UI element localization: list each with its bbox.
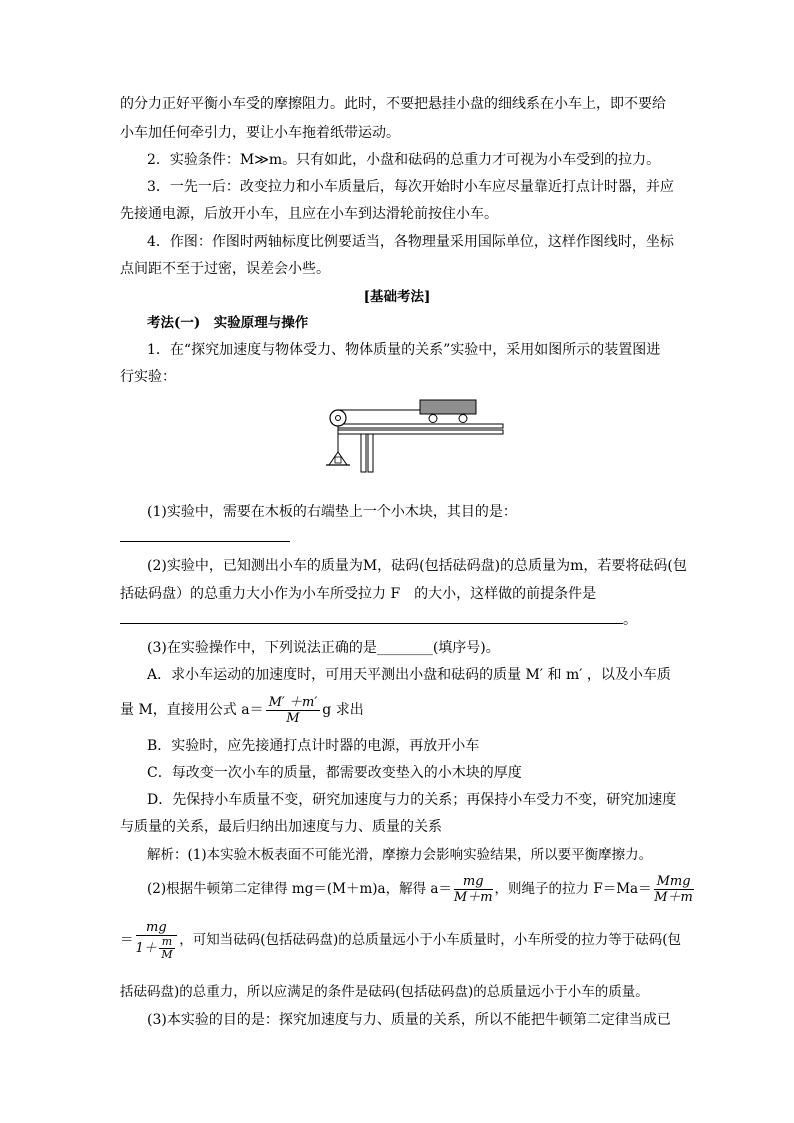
subquestion-2-line-1: (2)实验中，已知测出小车的质量为M，砝码(包括砝码盘)的总质量为m，若要将砝码(包 xyxy=(147,558,687,574)
option-a-line-2: 量 M，直接用公式 a＝ $\frac{M' +m'}{M}$ g 求出 xyxy=(120,694,364,726)
solution-line-1: 解析：(1)本实验木板表面不可能光滑，摩擦力会影响实验结果，所以要平衡摩擦力。 xyxy=(147,847,653,863)
apparatus-diagram xyxy=(316,393,506,473)
question-line-2: 行实验： xyxy=(120,369,176,385)
solution-fraction-f: $\frac{\text{Mmg}}{M+m}$ xyxy=(654,874,693,905)
solution-line-4: 括砝码盘)的总重力，所以应满足的条件是砝码(包括砝码盘)的总质量远小于小车的质量。 xyxy=(120,984,649,1000)
point-3-line-1: 3．一先一后：改变拉力和小车质量后，每次开始时小车应尽量靠近打点计时器，并应 xyxy=(147,179,674,195)
point-4-line-2: 点间距不至于过密，误差会小些。 xyxy=(120,261,330,277)
section-subtitle: 考法(一) 实验原理与操作 xyxy=(147,315,309,331)
answer-blank-1 xyxy=(120,526,290,548)
point-3-line-2: 先接通电源，后放开小车，且应在小车到达滑轮前按住小车。 xyxy=(120,206,498,222)
point-2: 2．实验条件：M≫m。只有如此，小盘和砝码的总重力才可视为小车受到的拉力。 xyxy=(147,152,661,168)
acceleration-fraction: $\frac{M' +m'}{M}$ xyxy=(266,695,321,726)
solution-fraction-compound: mg 1＋ $\frac{m}{M}$ xyxy=(136,920,178,961)
intro-line-1: 的分力正好平衡小车受的摩擦阻力。此时，不要把悬挂小盘的细线系在小车上，即不要给 xyxy=(120,96,666,112)
subquestion-1: (1)实验中，需要在木板的右端垫上一个小木块，其目的是： xyxy=(147,504,517,520)
option-c: C．每改变一次小车的质量，都需要改变垫入的小木块的厚度 xyxy=(147,765,522,781)
subquestion-3: (3)在实验操作中，下列说法正确的是________(填序号)。 xyxy=(147,640,500,656)
point-4-line-1: 4．作图：作图时两轴标度比例要适当，各物理量采用国际单位，这样作图线时，坐标 xyxy=(147,234,674,250)
solution-line-3: ＝ mg 1＋ $\frac{m}{M}$ ，可知当砝码(包括砝码盘)的总质量远小于小车质量时，小车所受的拉力等于砝码(包 xyxy=(120,920,682,961)
pulley xyxy=(330,410,346,426)
solution-line-2: (2)根据牛顿第二定律得 mg＝(M＋m)a，解得 a＝ $\frac{mg}{M+m}$ ，则绳子的拉力 F＝Ma＝ $\frac{\text{Mmg}}{M+m}$ xyxy=(147,874,693,905)
section-title: [基础考法] xyxy=(363,289,431,305)
intro-line-2: 小车加任何牵引力，要让小车拖着纸带运动。 xyxy=(120,125,400,141)
option-d-line-2: 与质量的关系，最后归纳出加速度与力、质量的关系 xyxy=(120,819,442,835)
subquestion-2-end: 。 xyxy=(623,612,637,628)
solution-line-5: (3)本实验的目的是：探究加速度与力、质量的关系，所以不能把牛顿第二定律当成已 xyxy=(147,1012,671,1028)
option-d-line-1: D．先保持小车质量不变，研究加速度与力的关系；再保持小车受力不变，研究加速度 xyxy=(147,792,677,808)
subquestion-2-line-2: 括砝码盘）的总重力大小作为小车所受拉力 F 的大小，这样做的前提条件是 xyxy=(120,586,597,602)
option-a-line-1: A．求小车运动的加速度时，可用天平测出小盘和砝码的质量 M′ 和 m′ ，以及小车质 xyxy=(147,667,671,683)
weight-pan xyxy=(326,452,350,465)
solution-fraction-a: $\frac{mg}{M+m}$ xyxy=(453,874,493,905)
question-line-1: 1．在“探究加速度与物体受力、物体质量的关系”实验中，采用如图所示的装置图进 xyxy=(147,342,661,358)
cart xyxy=(420,400,476,423)
answer-blank-2 xyxy=(120,608,637,630)
option-b: B．实验时，应先接通打点计时器的电源，再放开小车 xyxy=(147,738,480,754)
